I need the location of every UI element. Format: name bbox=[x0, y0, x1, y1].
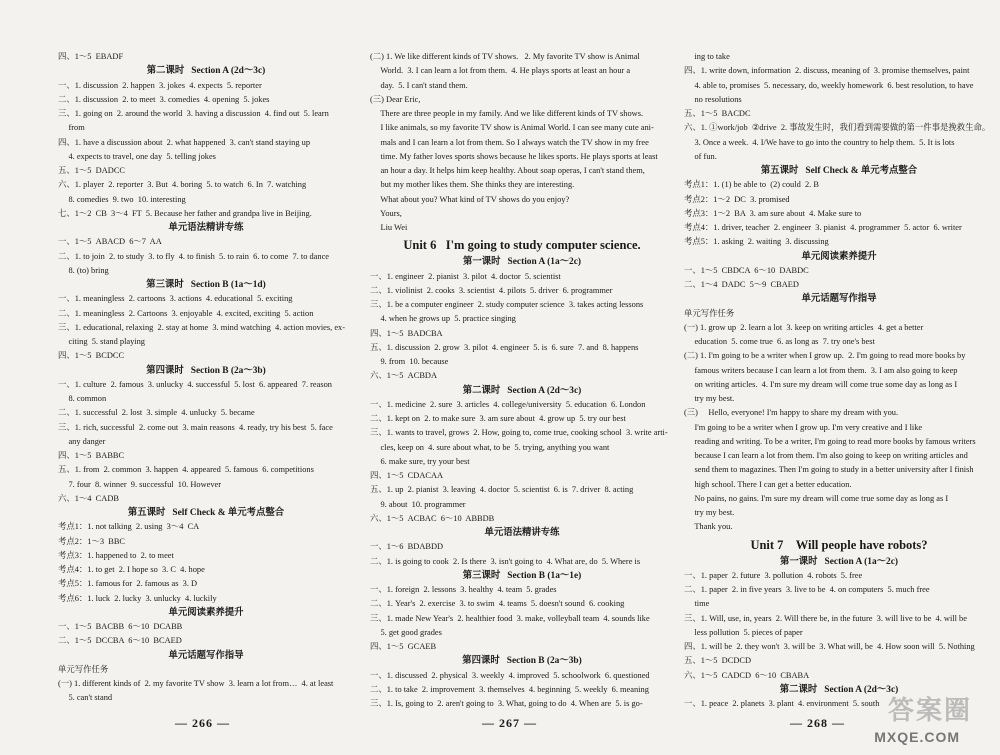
answer-line: 四、1. have a discussion about 2. what happened 3. can't stand staying up bbox=[58, 137, 311, 147]
section-heading: 第三课时 Section B (1a～1d) bbox=[146, 280, 266, 290]
answer-line: 三、1. educational, relaxing 2. stay at home 3. mind watching 4. action movies, ex- bbox=[58, 322, 346, 332]
section-heading: 第五课时 Self Check & 单元考点整合 bbox=[127, 508, 285, 518]
page-number: — 268 — bbox=[790, 716, 845, 730]
answer-line: 考点5：1. asking 2. waiting 3. discussing bbox=[684, 237, 829, 247]
answer-line: no resolutions bbox=[684, 94, 742, 104]
answer-line: 一、1～5 BACBB 6～10 DCABB bbox=[58, 622, 183, 631]
answer-line: 一、1. discussed 2. physical 3. weekly 4. improved 5. schoolwork 6. questioned bbox=[370, 670, 650, 680]
section-heading: 第四课时 Section B (2a～3b) bbox=[146, 365, 266, 376]
answer-line: 二、1. kept on 2. to make sure 3. am sure about 4. grow up 5. try our best bbox=[370, 414, 626, 423]
answer-line: time bbox=[684, 599, 710, 609]
answer-line: 三、1. Is, going to 2. aren't going to 3. What, going to do 4. When are 5. is go- bbox=[370, 699, 643, 708]
answer-line: 五、1. up 2. pianist 3. leaving 4. doctor 5. scientist 6. is 7. driver 8. acting bbox=[370, 485, 634, 495]
answer-line: mals and I can learn a lot from them. So I always watch the TV show in my free bbox=[370, 137, 649, 147]
unit-title: Unit 7 Will people have robots? bbox=[750, 537, 928, 552]
answer-line: from bbox=[58, 123, 85, 133]
answer-line: 单元写作任务 bbox=[58, 664, 109, 674]
section-heading: 第二课时 Section A (2d～3c) bbox=[146, 66, 266, 77]
answer-line: 考点3：1. happened to 2. to meet bbox=[58, 550, 174, 560]
answer-line: Liu Wei bbox=[370, 223, 408, 232]
answer-line: ing to take bbox=[684, 52, 730, 61]
section-heading: 第五课时 Self Check & 单元考点整合 bbox=[760, 166, 918, 176]
answer-line: 一、1. culture 2. famous 3. unlucky 4. successful 5. lost 6. appeared 7. reason bbox=[58, 379, 332, 389]
answer-line: time. My father loves sports shows because he likes sports. He plays sports at least bbox=[370, 151, 658, 161]
answer-line: send them to magazines. Then I'm going to study in a better university after I finish bbox=[684, 465, 974, 475]
answer-line: try my best. bbox=[684, 394, 735, 403]
answer-line: (二) 1. We like different kinds of TV shows. 2. My favorite TV show is Animal bbox=[370, 52, 640, 61]
answer-line: (三) Dear Eric, bbox=[370, 94, 421, 104]
answer-line: any danger bbox=[58, 436, 106, 446]
answer-line: 6. make sure, try your best bbox=[370, 456, 470, 466]
answer-line: 二、1. to join 2. to study 3. to fly 4. to finish 5. to rain 6. to come 7. to dance bbox=[58, 251, 329, 261]
answer-line: 8. common bbox=[58, 394, 107, 403]
section-heading: 第二课时 Section A (2d～3c) bbox=[462, 385, 582, 396]
answer-line: 考点3：1～2 BA 3. am sure about 4. Make sure to bbox=[684, 208, 862, 218]
section-heading: 第一课时 Section A (1a～2c) bbox=[780, 556, 898, 567]
answer-line: 六、1～4 CADB bbox=[58, 493, 119, 503]
answer-line: citing 5. stand playing bbox=[58, 337, 145, 346]
unit-title: Unit 6 I'm going to study computer science. bbox=[403, 238, 641, 253]
watermark-logo: 答案圈 bbox=[887, 696, 972, 726]
answer-line: 5. get good grades bbox=[370, 627, 442, 637]
section-heading: 单元阅读素养提升 bbox=[801, 251, 877, 262]
answer-line: 一、1. medicine 2. sure 3. articles 4. college/university 5. education 6. London bbox=[370, 399, 646, 409]
answer-line: 一、1. engineer 2. pianist 3. pilot 4. doctor 5. scientist bbox=[370, 271, 561, 281]
answer-line: 二、1. Year's 2. exercise 3. to swim 4. teams 5. doesn't sound 6. cooking bbox=[370, 599, 625, 609]
answer-line: 三、1. wants to travel, grows 2. How, going to, come true, cooking school 3. write arti- bbox=[370, 428, 668, 438]
section-heading: 单元语法精讲专练 bbox=[484, 528, 560, 538]
answer-line: 3. Once a week. 4. I/We have to go into the country to help them. 5. It is lots bbox=[684, 137, 955, 147]
answer-line: 三、1. Will, use, in, years 2. Will there be, in the future 3. will live to be 4. will be bbox=[684, 613, 967, 623]
answer-line: less pollution 5. pieces of paper bbox=[684, 627, 803, 637]
answer-line: 二、1. violinist 2. cooks 3. scientist 4. pilots 5. driver 6. programmer bbox=[370, 285, 613, 295]
answer-line: try my best. bbox=[684, 508, 735, 517]
answer-line: I'm going to be a writer when I grow up. I'm very creative and I like bbox=[684, 422, 923, 432]
answer-line: 4. when he grows up 5. practice singing bbox=[370, 314, 516, 324]
answer-line: 五、1～5 BACDC bbox=[684, 109, 751, 118]
answer-line: 5. can't stand bbox=[58, 693, 113, 703]
answer-line: 五、1～5 DADCC bbox=[58, 166, 126, 175]
answer-line: 二、1～5 DCCBA 6～10 BCAED bbox=[58, 636, 182, 646]
section-heading: 第一课时 Section A (1a～2c) bbox=[463, 257, 581, 268]
answer-line: 二、1. is going to cook 2. Is there 3. isn't going to 4. What are, do 5. Where is bbox=[370, 556, 641, 566]
answer-line: 四、1. will be 2. they won't 3. will be 3. What will, be 4. How soon will 5. Nothing bbox=[684, 642, 975, 651]
answer-line: 四、1～5 GCAEB bbox=[370, 642, 437, 651]
answer-line: (二) 1. I'm going to be a writer when I grow up. 2. I'm going to read more books by bbox=[684, 351, 966, 361]
answer-line: 五、1～5 DCDCD bbox=[684, 656, 752, 666]
section-heading: 第三课时 Section B (1a～1e) bbox=[462, 570, 582, 581]
answer-line: I like animals, so my favorite TV show is Animal World. I can see many cute ani- bbox=[370, 123, 654, 133]
answer-line: 四、1～5 EBADF bbox=[58, 52, 124, 61]
answer-line: high school. There I can get a better education. bbox=[684, 479, 852, 489]
answer-line: an hour a day. It helps him keep healthy. About soap operas, I can't stand them, bbox=[370, 166, 645, 175]
answer-line: 四、1～5 BADCBA bbox=[370, 328, 443, 338]
answer-line: 考点6：1. luck 2. lucky 3. unlucky 4. luckily bbox=[58, 593, 217, 603]
answer-line: 四、1～5 BCDCC bbox=[58, 351, 125, 361]
answer-line: 考点1：1. (1) be able to (2) could 2. B bbox=[684, 180, 819, 190]
answer-line: 8. (to) bring bbox=[58, 265, 109, 275]
section-heading: 第四课时 Section B (2a～3b) bbox=[462, 656, 582, 667]
answer-line: 4. expects to travel, one day 5. telling jokes bbox=[58, 151, 216, 161]
answer-line: 六、1. player 2. reporter 3. But 4. boring 5. to watch 6. In 7. watching bbox=[58, 180, 307, 190]
answer-line: reading and writing. To be a writer, I'm going to read more books by famous writers bbox=[684, 436, 976, 446]
answer-line: education 5. come true 6. as long as 7. try one's best bbox=[684, 337, 875, 346]
answer-line: 二、1. successful 2. lost 3. simple 4. unlucky 5. became bbox=[58, 408, 255, 418]
answer-line: day. 5. I can't stand them. bbox=[370, 80, 468, 90]
section-heading: 单元阅读素养提升 bbox=[168, 607, 244, 618]
page-number: — 267 — bbox=[482, 716, 537, 730]
answer-line: 六、1. ①work/job ②drive 2. 事故发生时，我们看到需要做的第一件事是挽救生命。 bbox=[684, 123, 991, 133]
answer-line: 七、1～2 CB 3～4 FT 5. Because her father and grandpa live in Beijing. bbox=[58, 208, 312, 218]
answer-line: 考点2：1～2 DC 3. promised bbox=[684, 194, 790, 204]
page-number: — 266 — bbox=[175, 716, 230, 730]
answer-line: 二、1. meaningless 2. Cartoons 3. enjoyable 4. excited, exciting 5. action bbox=[58, 308, 314, 318]
answer-line: 五、1. discussion 2. grow 3. pilot 4. engineer 5. is 6. sure 7. and 8. happens bbox=[370, 342, 639, 352]
answer-line: famous writers because I can learn a lot from them. 3. I am also going to keep bbox=[684, 365, 958, 375]
answer-line: World. 3. I can learn a lot from them. 4. He plays sports at least an hour a bbox=[370, 66, 631, 76]
answer-page-right bbox=[678, 0, 1000, 755]
answer-line: 四、1. write down, information 2. discuss, meaning of 3. promise themselves, paint bbox=[684, 66, 970, 76]
answer-line: 四、1～5 BABBC bbox=[58, 451, 125, 460]
answer-line: 4. able to, promises 5. necessary, do, weekly homework 6. best resolution, to have bbox=[684, 80, 974, 90]
watermark-url: MXQE.COM bbox=[874, 729, 960, 745]
answer-line: 9. from 10. because bbox=[370, 357, 449, 366]
answer-line: 一、1. discussion 2. happen 3. jokes 4. expects 5. reporter bbox=[58, 80, 262, 90]
answer-line: There are three people in my family. And we like different kinds of TV shows. bbox=[370, 109, 644, 118]
answer-line: Thank you. bbox=[684, 522, 733, 532]
answer-line: (三) Hello, everyone! I'm happy to share my dream with you. bbox=[684, 408, 899, 418]
answer-line: 一、1. foreign 2. lessons 3. healthy 4. team 5. grades bbox=[370, 585, 557, 594]
answer-line: 五、1. from 2. common 3. happen 4. appeared 5. famous 6. competitions bbox=[58, 465, 314, 475]
answer-line: because I can learn a lot from them. I'm also going to keep on writing articles and bbox=[684, 451, 968, 460]
answer-line: 三、1. rich, successful 2. come out 3. main reasons 4. ready, try his best 5. face bbox=[58, 422, 333, 432]
answer-line: 六、1～5 CADCD 6～10 CBABA bbox=[684, 670, 810, 680]
answer-line: 三、1. made New Year's 2. healthier food 3. make, volleyball team 4. sounds like bbox=[370, 613, 650, 623]
answer-page-left bbox=[0, 0, 360, 755]
answer-line: 二、1. discussion 2. to meet 3. comedies 4. opening 5. jokes bbox=[58, 94, 270, 104]
answer-line: 一、1. peace 2. planets 3. plant 4. environment 5. south bbox=[684, 699, 880, 708]
answer-line: of fun. bbox=[684, 151, 717, 161]
answer-line: 9. about 10. programmer bbox=[370, 499, 466, 509]
section-heading: 单元话题写作指导 bbox=[168, 650, 244, 661]
answer-line: cles, keep on 4. sure about what, to be 5. trying, anything you want bbox=[370, 442, 610, 452]
answer-line: but my mother likes them. She thinks they are interesting. bbox=[370, 180, 575, 190]
answer-line: 一、1～6 BDABDD bbox=[370, 542, 444, 552]
section-heading: 单元语法精讲专练 bbox=[168, 223, 244, 233]
answer-line: 考点5：1. famous for 2. famous as 3. D bbox=[58, 579, 198, 589]
answer-line: 二、1. to take 2. improvement 3. themselves 4. beginning 5. weekly 6. meaning bbox=[370, 684, 649, 694]
section-heading: 第二课时 Section A (2d～3c) bbox=[779, 684, 899, 695]
answer-line: 三、1. be a computer engineer 2. study computer science 3. takes acting lessons bbox=[370, 300, 644, 309]
answer-line: 六、1～5 ACBDA bbox=[370, 371, 438, 381]
section-heading: 单元话题写作指导 bbox=[801, 294, 877, 305]
answer-line: 一、1. paper 2. future 3. pollution 4. robots 5. free bbox=[684, 570, 863, 580]
answer-line: 一、1. meaningless 2. cartoons 3. actions 4. educational 5. exciting bbox=[58, 294, 293, 304]
answer-line: (一) 1. grow up 2. learn a lot 3. keep on writing articles 4. get a better bbox=[684, 322, 924, 332]
answer-line: 一、1～5 CBDCA 6～10 DABDC bbox=[684, 265, 809, 275]
answer-line: (一) 1. different kinds of 2. my favorite TV show 3. learn a lot from… 4. at least bbox=[58, 679, 334, 688]
answer-line: 7. four 8. winner 9. successful 10. However bbox=[58, 479, 222, 489]
answer-line: 考点2：1～3 BBC bbox=[58, 536, 126, 546]
answer-line: 一、1～5 ABACD 6～7 AA bbox=[58, 237, 162, 247]
answer-line: What about you? What kind of TV shows do you enjoy? bbox=[370, 194, 570, 204]
answer-line: 8. comedies 9. two 10. interesting bbox=[58, 194, 186, 204]
answer-page-middle bbox=[358, 0, 680, 755]
answer-line: 考点1：1. not talking 2. using 3～4 CA bbox=[58, 522, 200, 532]
answer-line: 单元写作任务 bbox=[684, 308, 735, 318]
answer-line: 二、1～4 DADC 5～9 CBAED bbox=[684, 280, 799, 289]
answer-line: 考点4：1. to get 2. I hope so 3. C 4. hope bbox=[58, 565, 205, 574]
answer-line: Yours, bbox=[370, 208, 402, 218]
answer-line: 二、1. paper 2. in five years 3. live to be 4. on computers 5. much free bbox=[684, 585, 930, 594]
answer-line: 三、1. going on 2. around the world 3. having a discussion 4. find out 5. learn bbox=[58, 109, 329, 118]
answer-line: 四、1～5 CDACAA bbox=[370, 471, 444, 480]
answer-line: on writing articles. 4. I'm sure my dream will come true some day as long as I bbox=[684, 379, 958, 389]
answer-line: 六、1～5 ACBAC 6～10 ABBDB bbox=[370, 513, 495, 523]
answer-line: 考点4：1. driver, teacher 2. engineer 3. pianist 4. programmer 5. actor 6. writer bbox=[684, 223, 962, 232]
answer-line: No pains, no gains. I'm sure my dream will come true some day as long as I bbox=[684, 493, 949, 503]
